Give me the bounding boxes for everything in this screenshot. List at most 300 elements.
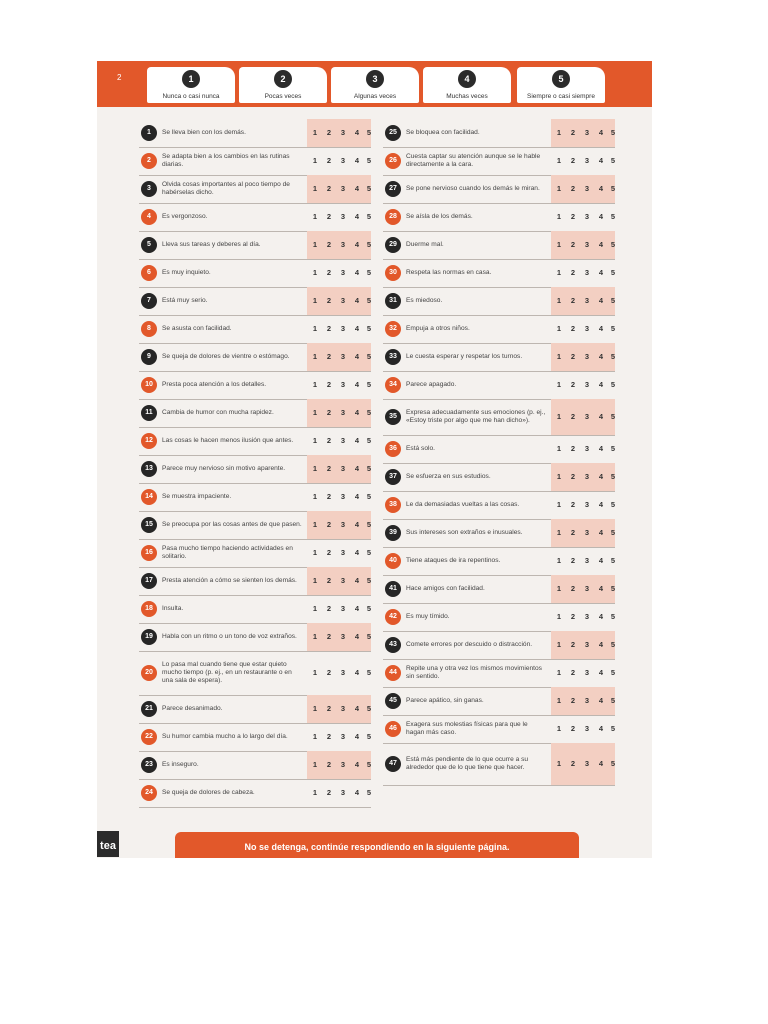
answer-options <box>307 695 371 723</box>
answer-option-5[interactable]: 5 <box>366 436 372 445</box>
answer-option-3[interactable]: 3 <box>584 380 590 389</box>
answer-option-3[interactable]: 3 <box>584 724 590 733</box>
question-number-badge: 36 <box>385 441 401 457</box>
answer-option-2[interactable]: 2 <box>326 464 332 473</box>
answer-option-1[interactable]: 1 <box>312 408 318 417</box>
question-row <box>383 547 615 576</box>
answer-option-5[interactable]: 5 <box>366 324 372 333</box>
answer-option-2[interactable]: 2 <box>570 500 576 509</box>
question-text: Es vergonzoso. <box>162 213 208 220</box>
answer-option-4[interactable]: 4 <box>598 184 604 193</box>
answer-option-4[interactable]: 4 <box>598 128 604 137</box>
question-number-badge: 8 <box>141 321 157 337</box>
answer-option-5[interactable]: 5 <box>366 732 372 741</box>
answer-option-2[interactable]: 2 <box>326 352 332 361</box>
answer-option-5[interactable]: 5 <box>366 576 372 585</box>
question-text: Se asusta con facilidad. <box>162 325 232 332</box>
scale-option-4 <box>423 67 511 103</box>
answer-option-2[interactable]: 2 <box>570 640 576 649</box>
answer-option-2[interactable]: 2 <box>570 128 576 137</box>
answer-option-5[interactable]: 5 <box>366 408 372 417</box>
question-text: Es muy inquieto. <box>162 269 211 276</box>
answer-option-1[interactable]: 1 <box>556 528 562 537</box>
answer-option-1[interactable]: 1 <box>312 788 318 797</box>
answer-option-5[interactable]: 5 <box>610 128 616 137</box>
answer-option-1[interactable]: 1 <box>312 548 318 557</box>
answer-option-1[interactable]: 1 <box>312 240 318 249</box>
answer-options <box>551 119 615 147</box>
answer-option-5[interactable]: 5 <box>366 212 372 221</box>
answer-options <box>551 575 615 603</box>
answer-option-5[interactable]: 5 <box>366 352 372 361</box>
answer-option-2[interactable]: 2 <box>326 704 332 713</box>
answer-option-4[interactable]: 4 <box>354 240 360 249</box>
answer-option-2[interactable]: 2 <box>326 760 332 769</box>
question-text: Está más pendiente de lo que ocurre a su alrededor que de lo que tiene que hacer. <box>406 756 529 771</box>
answer-option-2[interactable]: 2 <box>570 444 576 453</box>
question-number-badge: 5 <box>141 237 157 253</box>
answer-option-2[interactable]: 2 <box>326 576 332 585</box>
answer-option-2[interactable]: 2 <box>570 156 576 165</box>
answer-option-4[interactable]: 4 <box>598 500 604 509</box>
answer-option-1[interactable]: 1 <box>556 612 562 621</box>
question-text: Se aísla de los demás. <box>406 213 473 220</box>
question-row <box>383 203 615 232</box>
answer-option-4[interactable]: 4 <box>598 380 604 389</box>
answer-option-1[interactable]: 1 <box>556 640 562 649</box>
answer-option-2[interactable]: 2 <box>326 604 332 613</box>
answer-option-3[interactable]: 3 <box>584 268 590 277</box>
answer-option-3[interactable]: 3 <box>584 184 590 193</box>
answer-option-3[interactable]: 3 <box>340 240 346 249</box>
question-number-badge: 13 <box>141 461 157 477</box>
answer-option-3[interactable]: 3 <box>340 212 346 221</box>
answer-option-2[interactable]: 2 <box>570 324 576 333</box>
answer-option-1[interactable]: 1 <box>312 268 318 277</box>
answer-option-1[interactable]: 1 <box>556 128 562 137</box>
answer-option-5[interactable]: 5 <box>366 184 372 193</box>
answer-option-5[interactable]: 5 <box>366 520 372 529</box>
answer-option-5[interactable]: 5 <box>610 472 616 481</box>
answer-option-1[interactable]: 1 <box>312 128 318 137</box>
answer-option-4[interactable]: 4 <box>354 352 360 361</box>
answer-option-2[interactable]: 2 <box>326 788 332 797</box>
question-row <box>139 427 371 456</box>
answer-option-3[interactable]: 3 <box>584 412 590 421</box>
answer-option-5[interactable]: 5 <box>610 556 616 565</box>
answer-option-4[interactable]: 4 <box>598 240 604 249</box>
answer-option-4[interactable]: 4 <box>598 472 604 481</box>
answer-option-4[interactable]: 4 <box>354 788 360 797</box>
answer-option-4[interactable]: 4 <box>598 556 604 565</box>
answer-option-1[interactable]: 1 <box>312 668 318 677</box>
answer-option-4[interactable]: 4 <box>354 408 360 417</box>
answer-option-2[interactable]: 2 <box>326 548 332 557</box>
answer-option-5[interactable]: 5 <box>366 380 372 389</box>
answer-option-3[interactable]: 3 <box>340 760 346 769</box>
answer-options <box>551 175 615 203</box>
answer-option-4[interactable]: 4 <box>354 324 360 333</box>
answer-option-1[interactable]: 1 <box>556 444 562 453</box>
answer-option-2[interactable]: 2 <box>326 212 332 221</box>
answer-option-1[interactable]: 1 <box>556 184 562 193</box>
answer-option-5[interactable]: 5 <box>610 724 616 733</box>
question-text: Comete errores por descuido o distracción. <box>406 641 533 648</box>
answer-option-3[interactable]: 3 <box>584 156 590 165</box>
question-text: Habla con un ritmo o un tono de voz extraños. <box>162 633 297 640</box>
answer-option-3[interactable]: 3 <box>584 472 590 481</box>
answer-option-5[interactable]: 5 <box>366 268 372 277</box>
answer-option-2[interactable]: 2 <box>570 724 576 733</box>
answer-option-4[interactable]: 4 <box>598 444 604 453</box>
scale-label-1: Nunca o casi nunca <box>162 93 220 100</box>
answer-option-2[interactable]: 2 <box>326 268 332 277</box>
question-number-badge: 20 <box>141 665 157 681</box>
answer-option-5[interactable]: 5 <box>610 696 616 705</box>
answer-option-4[interactable]: 4 <box>354 268 360 277</box>
answer-options <box>307 623 371 651</box>
question-text: Se esfuerza en sus estudios. <box>406 473 491 480</box>
answer-option-5[interactable]: 5 <box>610 444 616 453</box>
answer-option-3[interactable]: 3 <box>340 732 346 741</box>
answer-option-4[interactable]: 4 <box>354 520 360 529</box>
question-text: Exagera sus molestias físicas para que le hagan más caso. <box>406 721 528 736</box>
answer-option-2[interactable]: 2 <box>326 408 332 417</box>
question-number-badge: 7 <box>141 293 157 309</box>
answer-option-1[interactable]: 1 <box>312 604 318 613</box>
answer-option-5[interactable]: 5 <box>366 668 372 677</box>
answer-option-2[interactable]: 2 <box>570 584 576 593</box>
answer-option-5[interactable]: 5 <box>610 212 616 221</box>
question-text: Empuja a otros niños. <box>406 325 470 332</box>
question-row <box>383 631 615 660</box>
answer-option-2[interactable]: 2 <box>570 184 576 193</box>
answer-option-4[interactable]: 4 <box>598 528 604 537</box>
answer-option-2[interactable]: 2 <box>326 436 332 445</box>
answer-option-3[interactable]: 3 <box>584 500 590 509</box>
answer-option-3[interactable]: 3 <box>584 556 590 565</box>
answer-option-1[interactable]: 1 <box>312 704 318 713</box>
question-row <box>139 119 371 148</box>
response-scale-header <box>97 61 652 107</box>
answer-option-4[interactable]: 4 <box>598 612 604 621</box>
answer-option-5[interactable]: 5 <box>366 464 372 473</box>
question-number-badge: 27 <box>385 181 401 197</box>
question-row <box>139 147 371 176</box>
answer-option-5[interactable]: 5 <box>366 128 372 137</box>
answer-option-5[interactable]: 5 <box>610 759 616 768</box>
answer-option-3[interactable]: 3 <box>340 492 346 501</box>
answer-option-5[interactable]: 5 <box>366 632 372 641</box>
question-number-badge: 10 <box>141 377 157 393</box>
answer-option-1[interactable]: 1 <box>312 760 318 769</box>
answer-option-5[interactable]: 5 <box>366 492 372 501</box>
answer-option-4[interactable]: 4 <box>354 296 360 305</box>
answer-option-2[interactable]: 2 <box>326 380 332 389</box>
answer-option-2[interactable]: 2 <box>326 668 332 677</box>
answer-option-3[interactable]: 3 <box>584 128 590 137</box>
answer-option-4[interactable]: 4 <box>598 156 604 165</box>
answer-option-3[interactable]: 3 <box>340 268 346 277</box>
answer-option-1[interactable]: 1 <box>312 464 318 473</box>
answer-option-2[interactable]: 2 <box>570 528 576 537</box>
answer-option-4[interactable]: 4 <box>598 640 604 649</box>
answer-option-1[interactable]: 1 <box>312 732 318 741</box>
answer-option-1[interactable]: 1 <box>312 212 318 221</box>
answer-option-2[interactable]: 2 <box>570 696 576 705</box>
answer-option-5[interactable]: 5 <box>610 412 616 421</box>
answer-option-5[interactable]: 5 <box>366 548 372 557</box>
answer-option-2[interactable]: 2 <box>326 324 332 333</box>
answer-option-2[interactable]: 2 <box>326 184 332 193</box>
answer-option-3[interactable]: 3 <box>340 156 346 165</box>
answer-option-1[interactable]: 1 <box>312 352 318 361</box>
answer-option-2[interactable]: 2 <box>570 668 576 677</box>
answer-option-1[interactable]: 1 <box>556 324 562 333</box>
answer-option-4[interactable]: 4 <box>354 156 360 165</box>
answer-option-1[interactable]: 1 <box>556 668 562 677</box>
answer-option-3[interactable]: 3 <box>584 212 590 221</box>
answer-option-1[interactable]: 1 <box>556 584 562 593</box>
answer-option-4[interactable]: 4 <box>354 380 360 389</box>
answer-option-1[interactable]: 1 <box>556 556 562 565</box>
answer-option-3[interactable]: 3 <box>340 788 346 797</box>
answer-option-5[interactable]: 5 <box>366 788 372 797</box>
answer-options <box>551 399 615 435</box>
answer-option-5[interactable]: 5 <box>610 240 616 249</box>
answer-option-2[interactable]: 2 <box>570 212 576 221</box>
answer-option-1[interactable]: 1 <box>312 576 318 585</box>
answer-option-5[interactable]: 5 <box>610 612 616 621</box>
answer-option-5[interactable]: 5 <box>610 296 616 305</box>
question-row <box>383 315 615 344</box>
question-row <box>139 511 371 540</box>
answer-option-4[interactable]: 4 <box>598 584 604 593</box>
answer-option-5[interactable]: 5 <box>610 640 616 649</box>
answer-option-3[interactable]: 3 <box>340 464 346 473</box>
question-row <box>383 463 615 492</box>
answer-option-5[interactable]: 5 <box>610 324 616 333</box>
answer-option-4[interactable]: 4 <box>598 268 604 277</box>
question-number-badge: 1 <box>141 125 157 141</box>
question-text: Sus intereses son extraños e inusuales. <box>406 529 523 536</box>
answer-option-3[interactable]: 3 <box>584 240 590 249</box>
answer-option-1[interactable]: 1 <box>556 412 562 421</box>
answer-option-1[interactable]: 1 <box>556 380 562 389</box>
answer-option-3[interactable]: 3 <box>584 668 590 677</box>
answer-option-1[interactable]: 1 <box>312 492 318 501</box>
question-number-badge: 17 <box>141 573 157 589</box>
answer-option-4[interactable]: 4 <box>598 696 604 705</box>
answer-option-5[interactable]: 5 <box>610 268 616 277</box>
answer-option-1[interactable]: 1 <box>556 240 562 249</box>
answer-option-2[interactable]: 2 <box>570 296 576 305</box>
question-number-badge: 26 <box>385 153 401 169</box>
answer-option-2[interactable]: 2 <box>570 759 576 768</box>
answer-option-2[interactable]: 2 <box>326 520 332 529</box>
scale-option-3 <box>331 67 419 103</box>
answer-option-1[interactable]: 1 <box>556 212 562 221</box>
answer-options <box>551 203 615 231</box>
answer-option-5[interactable]: 5 <box>366 704 372 713</box>
answer-option-2[interactable]: 2 <box>570 352 576 361</box>
question-row <box>383 371 615 400</box>
answer-option-1[interactable]: 1 <box>312 520 318 529</box>
answer-option-5[interactable]: 5 <box>610 352 616 361</box>
answer-option-4[interactable]: 4 <box>598 352 604 361</box>
answer-option-1[interactable]: 1 <box>556 759 562 768</box>
answer-option-3[interactable]: 3 <box>584 612 590 621</box>
answer-options <box>307 119 371 147</box>
answer-option-5[interactable]: 5 <box>366 296 372 305</box>
answer-option-5[interactable]: 5 <box>366 156 372 165</box>
answer-option-1[interactable]: 1 <box>312 184 318 193</box>
answer-option-4[interactable]: 4 <box>598 759 604 768</box>
answer-option-4[interactable]: 4 <box>598 296 604 305</box>
question-row <box>383 743 615 786</box>
answer-options <box>307 567 371 595</box>
answer-option-3[interactable]: 3 <box>584 324 590 333</box>
answer-option-2[interactable]: 2 <box>326 128 332 137</box>
answer-option-1[interactable]: 1 <box>556 472 562 481</box>
answer-option-2[interactable]: 2 <box>326 492 332 501</box>
answer-option-1[interactable]: 1 <box>312 156 318 165</box>
answer-option-2[interactable]: 2 <box>570 240 576 249</box>
answer-option-2[interactable]: 2 <box>570 268 576 277</box>
answer-option-1[interactable]: 1 <box>556 500 562 509</box>
answer-option-3[interactable]: 3 <box>340 296 346 305</box>
answer-option-3[interactable]: 3 <box>340 380 346 389</box>
answer-option-4[interactable]: 4 <box>354 604 360 613</box>
question-text: Insulta. <box>162 605 184 612</box>
answer-option-3[interactable]: 3 <box>584 759 590 768</box>
question-number-badge: 42 <box>385 609 401 625</box>
question-number-badge: 6 <box>141 265 157 281</box>
answer-option-4[interactable]: 4 <box>354 760 360 769</box>
answer-options <box>307 723 371 751</box>
answer-option-4[interactable]: 4 <box>598 724 604 733</box>
answer-option-1[interactable]: 1 <box>312 324 318 333</box>
question-text: Pasa mucho tiempo haciendo actividades en solitario. <box>162 545 293 560</box>
scale-option-2 <box>239 67 327 103</box>
answer-option-5[interactable]: 5 <box>610 500 616 509</box>
answer-option-3[interactable]: 3 <box>340 632 346 641</box>
question-row <box>383 519 615 548</box>
answer-option-1[interactable]: 1 <box>312 436 318 445</box>
answer-option-4[interactable]: 4 <box>354 576 360 585</box>
answer-option-3[interactable]: 3 <box>584 528 590 537</box>
answer-option-2[interactable]: 2 <box>326 156 332 165</box>
answer-option-3[interactable]: 3 <box>340 576 346 585</box>
answer-option-5[interactable]: 5 <box>610 380 616 389</box>
answer-option-5[interactable]: 5 <box>610 528 616 537</box>
answer-option-3[interactable]: 3 <box>584 444 590 453</box>
answer-option-4[interactable]: 4 <box>354 436 360 445</box>
answer-option-2[interactable]: 2 <box>326 632 332 641</box>
answer-option-1[interactable]: 1 <box>556 296 562 305</box>
answer-option-3[interactable]: 3 <box>340 352 346 361</box>
answer-option-3[interactable]: 3 <box>584 696 590 705</box>
answer-option-4[interactable]: 4 <box>354 492 360 501</box>
question-text: Le cuesta esperar y respetar los turnos. <box>406 353 523 360</box>
answer-option-2[interactable]: 2 <box>570 612 576 621</box>
answer-option-5[interactable]: 5 <box>610 156 616 165</box>
question-number-badge: 12 <box>141 433 157 449</box>
answer-option-1[interactable]: 1 <box>312 380 318 389</box>
answer-option-5[interactable]: 5 <box>366 760 372 769</box>
answer-option-2[interactable]: 2 <box>570 412 576 421</box>
answer-option-3[interactable]: 3 <box>340 604 346 613</box>
answer-option-4[interactable]: 4 <box>354 548 360 557</box>
answer-option-2[interactable]: 2 <box>570 556 576 565</box>
answer-option-4[interactable]: 4 <box>598 412 604 421</box>
answer-option-1[interactable]: 1 <box>556 696 562 705</box>
answer-option-4[interactable]: 4 <box>354 732 360 741</box>
answer-option-4[interactable]: 4 <box>598 212 604 221</box>
question-text: Lleva sus tareas y deberes al día. <box>162 241 261 248</box>
answer-options <box>551 743 615 785</box>
answer-option-4[interactable]: 4 <box>354 184 360 193</box>
answer-option-3[interactable]: 3 <box>340 520 346 529</box>
answer-option-2[interactable]: 2 <box>570 472 576 481</box>
question-text: Parece muy nervioso sin motivo aparente. <box>162 465 286 472</box>
answer-option-3[interactable]: 3 <box>584 296 590 305</box>
answer-option-3[interactable]: 3 <box>584 584 590 593</box>
answer-option-4[interactable]: 4 <box>598 324 604 333</box>
answer-option-2[interactable]: 2 <box>326 296 332 305</box>
answer-option-2[interactable]: 2 <box>326 240 332 249</box>
answer-option-5[interactable]: 5 <box>610 584 616 593</box>
answer-option-1[interactable]: 1 <box>556 268 562 277</box>
answer-option-5[interactable]: 5 <box>610 184 616 193</box>
answer-option-3[interactable]: 3 <box>584 352 590 361</box>
answer-option-4[interactable]: 4 <box>354 464 360 473</box>
answer-option-3[interactable]: 3 <box>340 436 346 445</box>
answer-option-3[interactable]: 3 <box>340 704 346 713</box>
answer-option-4[interactable]: 4 <box>354 632 360 641</box>
question-text: Se muestra impaciente. <box>162 493 232 500</box>
answer-option-2[interactable]: 2 <box>326 732 332 741</box>
answer-option-3[interactable]: 3 <box>340 668 346 677</box>
question-row <box>383 287 615 316</box>
question-number-badge: 4 <box>141 209 157 225</box>
question-text: Parece apático, sin ganas. <box>406 697 484 704</box>
answer-option-3[interactable]: 3 <box>340 408 346 417</box>
answer-option-1[interactable]: 1 <box>312 296 318 305</box>
answer-option-4[interactable]: 4 <box>598 668 604 677</box>
answer-option-5[interactable]: 5 <box>366 604 372 613</box>
answer-option-3[interactable]: 3 <box>340 548 346 557</box>
answer-option-4[interactable]: 4 <box>354 212 360 221</box>
answer-option-3[interactable]: 3 <box>340 184 346 193</box>
answer-option-2[interactable]: 2 <box>570 380 576 389</box>
answer-option-3[interactable]: 3 <box>340 128 346 137</box>
answer-option-4[interactable]: 4 <box>354 668 360 677</box>
question-row <box>139 259 371 288</box>
answer-option-1[interactable]: 1 <box>312 632 318 641</box>
answer-option-5[interactable]: 5 <box>366 240 372 249</box>
answer-option-5[interactable]: 5 <box>610 668 616 677</box>
answer-option-1[interactable]: 1 <box>556 156 562 165</box>
answer-option-1[interactable]: 1 <box>556 724 562 733</box>
question-row <box>139 399 371 428</box>
answer-option-3[interactable]: 3 <box>340 324 346 333</box>
answer-option-1[interactable]: 1 <box>556 352 562 361</box>
answer-option-3[interactable]: 3 <box>584 640 590 649</box>
answer-options <box>551 631 615 659</box>
answer-option-4[interactable]: 4 <box>354 704 360 713</box>
answer-option-4[interactable]: 4 <box>354 128 360 137</box>
